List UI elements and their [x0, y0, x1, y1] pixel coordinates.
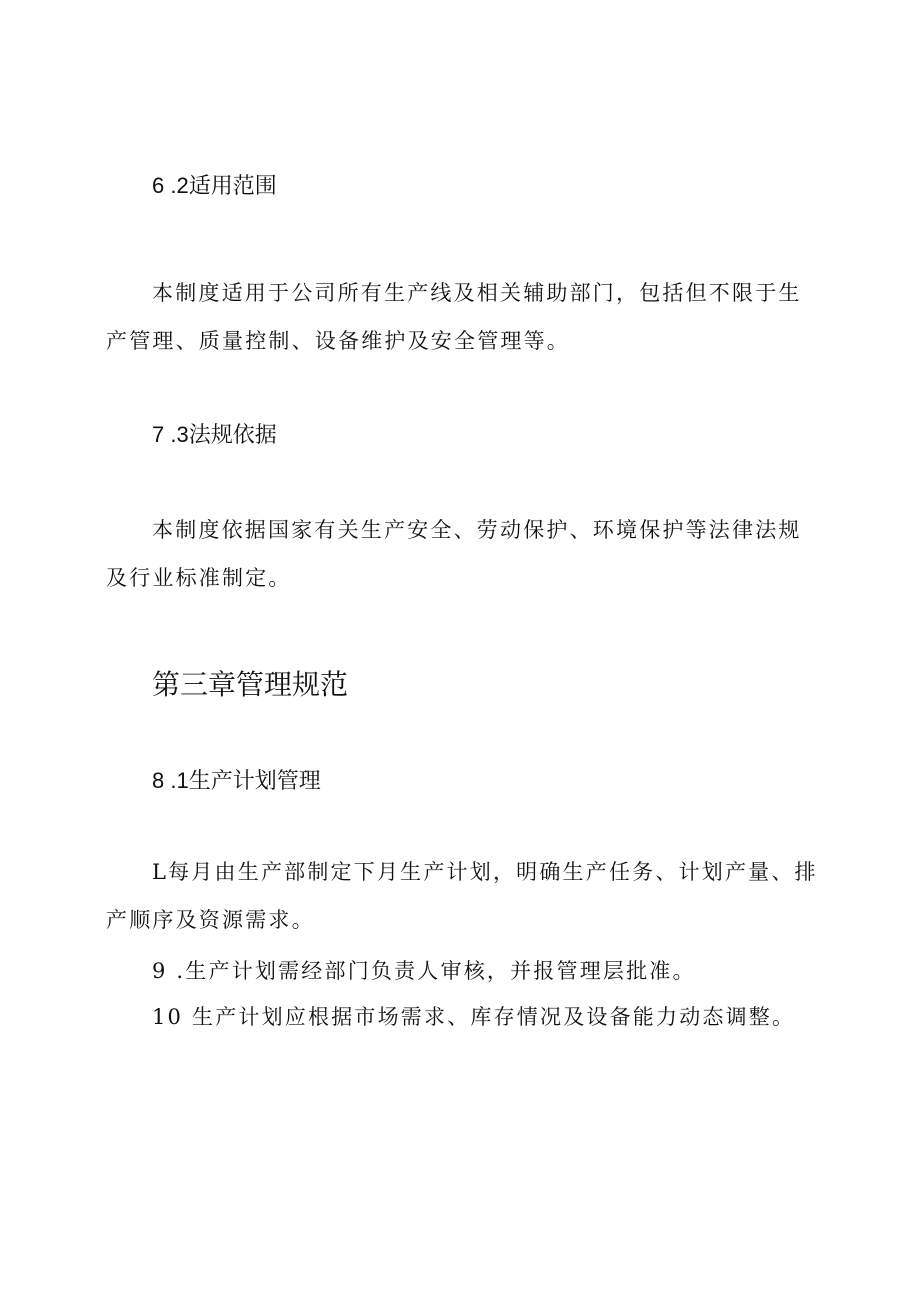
scope-paragraph-line-1: 本制度适用于公司所有生产线及相关辅助部门，包括但不限于生 [152, 281, 802, 305]
plan-item-1-line-1: L每月由生产部制定下月生产计划，明确生产任务、计划产量、排 [152, 860, 818, 884]
chapter-title: 第三章管理规范 [152, 669, 349, 700]
section-heading-production-plan: 8 .1生产计划管理 [152, 768, 321, 793]
plan-item-3: 10 生产计划应根据市场需求、库存情况及设备能力动态调整。 [152, 1005, 796, 1029]
legal-basis-paragraph-line-1: 本制度依据国家有关生产安全、劳动保护、环境保护等法律法规 [152, 518, 802, 542]
plan-item-2: 9 .生产计划需经部门负责人审核，并报管理层批准。 [152, 959, 696, 983]
plan-item-1-line-2: 产顺序及资源需求。 [106, 908, 315, 932]
legal-basis-paragraph-line-2: 及行业标准制定。 [106, 566, 292, 590]
section-heading-scope: 6 .2适用范围 [152, 173, 277, 198]
section-heading-legal-basis: 7 .3法规依据 [152, 422, 277, 447]
scope-paragraph-line-2: 产管理、质量控制、设备维护及安全管理等。 [106, 329, 570, 353]
